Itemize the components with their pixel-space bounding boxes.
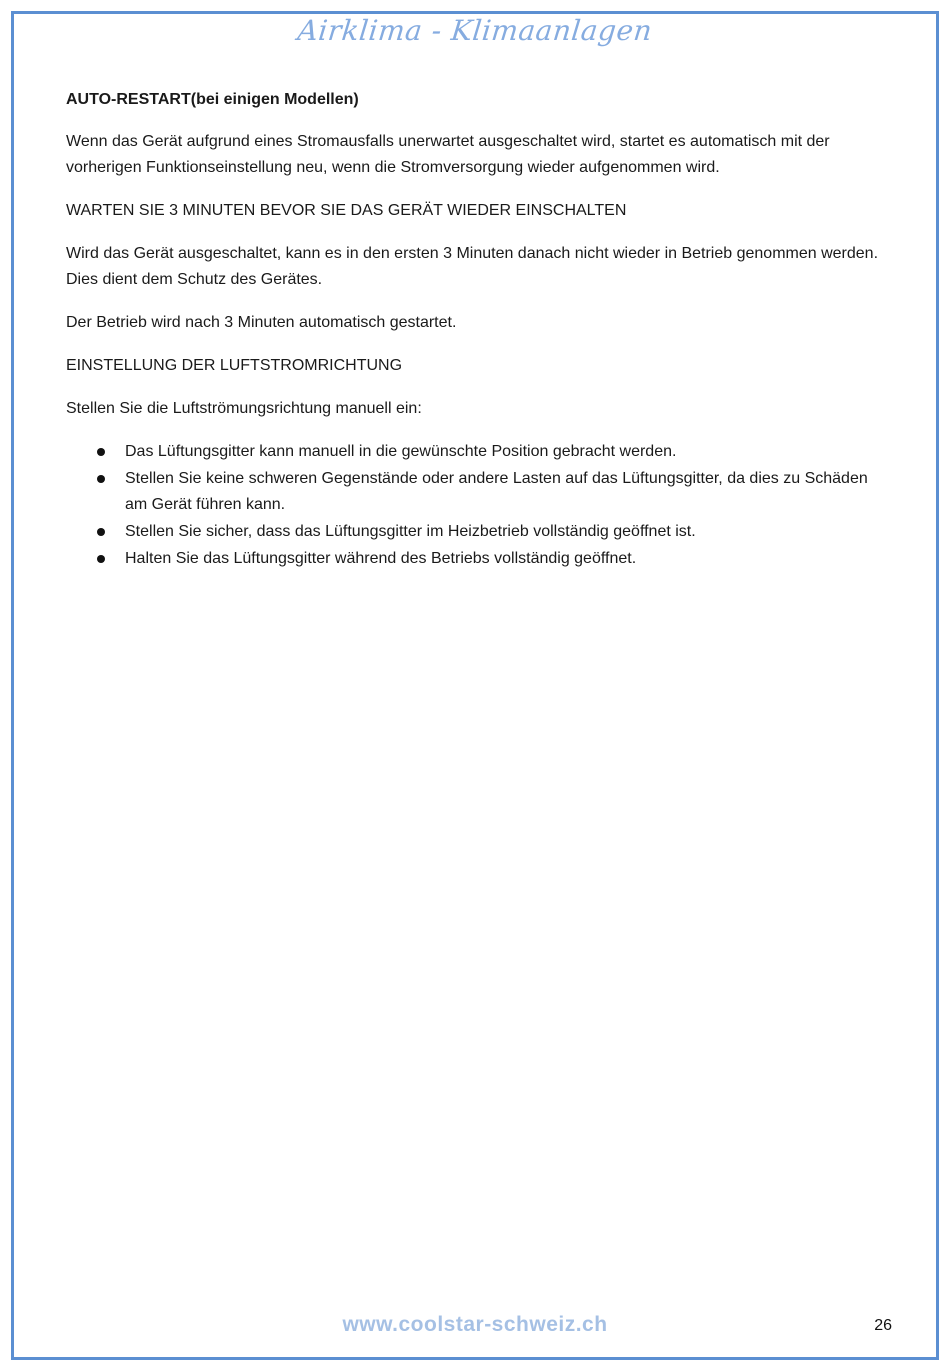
footer-website-url: www.coolstar-schweiz.ch — [342, 1313, 608, 1336]
list-item — [66, 439, 886, 465]
bullet-icon — [97, 475, 105, 483]
header-title: Airklima - Klimaanlagen — [296, 14, 654, 47]
bullet-icon — [97, 555, 105, 563]
heading-wait-three-minutes: WARTEN SIE 3 MINUTEN BEVOR SIE DAS GERÄT WIEDER EINSCHALTEN — [66, 202, 627, 219]
paragraph-auto-restart: Wenn das Gerät aufgrund eines Stromausfalls unerwartet ausgeschaltet wird, startet es automatisch mit der vorherigen Funktionseinstellung neu, wenn die Stromversorgung wieder aufgenommen wird. — [66, 133, 830, 176]
list-item-text: Halten Sie das Lüftungsgitter während des Betriebs vollständig geöffnet. — [125, 550, 637, 567]
paragraph-wait-protection: Wird das Gerät ausgeschaltet, kann es in den ersten 3 Minuten danach nicht wieder in Betrieb genommen werden. Dies dient dem Schutz des Gerätes. — [66, 245, 879, 288]
list-item — [66, 466, 886, 518]
heading-auto-restart: AUTO-RESTART(bei einigen Modellen) — [66, 91, 359, 108]
list-item-text: Stellen Sie keine schweren Gegenstände oder andere Lasten auf das Lüftungsgitter, da dies zu Schäden am Gerät führen kann. — [125, 470, 868, 513]
paragraph-wait-autostart: Der Betrieb wird nach 3 Minuten automatisch gestartet. — [66, 314, 457, 331]
heading-airflow-direction: EINSTELLUNG DER LUFTSTROMRICHTUNG — [66, 357, 403, 374]
paragraph-airflow-intro: Stellen Sie die Luftströmungsrichtung manuell ein: — [66, 400, 422, 417]
page-number: 26 — [874, 1317, 892, 1334]
list-item — [66, 519, 886, 545]
bullet-icon — [97, 448, 105, 456]
document-body — [66, 87, 886, 573]
bullet-icon — [97, 528, 105, 536]
list-item-text: Stellen Sie sicher, dass das Lüftungsgitter im Heizbetrieb vollständig geöffnet ist. — [125, 523, 696, 540]
list-item-text: Das Lüftungsgitter kann manuell in die gewünschte Position gebracht werden. — [125, 443, 677, 460]
list-item — [66, 546, 886, 572]
airflow-bullet-list — [66, 439, 886, 572]
